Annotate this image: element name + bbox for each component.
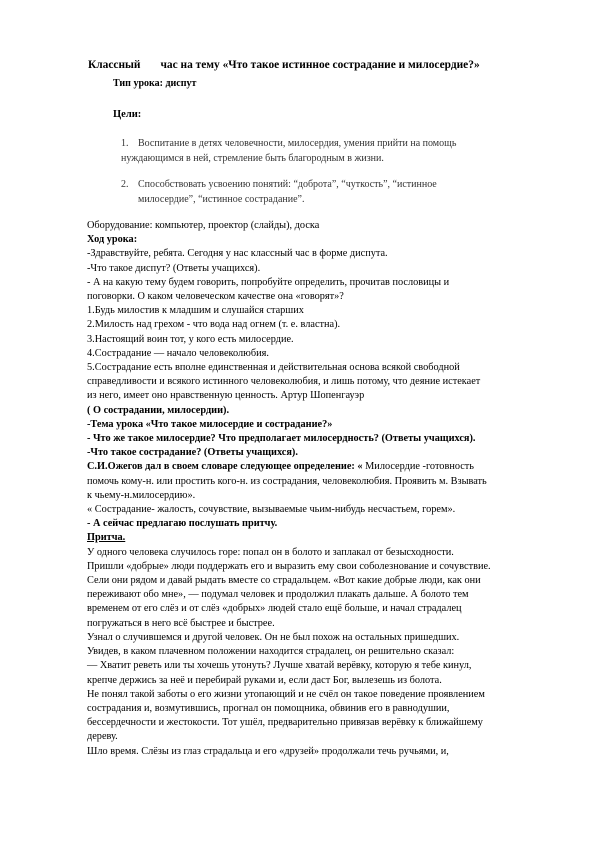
proverb-line: 4.Сострадание — начало человеколюбия. bbox=[87, 347, 269, 359]
lesson-topic-line: -Тема урока «Что такое милосердие и сострадание?» bbox=[87, 418, 333, 430]
definition-intro: С.И.Ожегов дал в своем словаре следующее определение: « bbox=[87, 461, 363, 473]
parable-line: Пришли «добрые» люди поддержать его и выразить ему свои соболезнование и сочувствие. bbox=[87, 560, 491, 572]
text-line: - Что же такое милосердие? Что предполагает милосердность? (Ответы учащихся). bbox=[87, 433, 476, 445]
goals-heading: Цели: bbox=[113, 109, 142, 120]
title-part-2: час на тему «Что такое истинное сострадание и милосердие?» bbox=[160, 59, 480, 71]
goal-item-1 bbox=[121, 136, 521, 166]
parable-line: Увидев, в каком плачевном положении находится страдалец, он решительно сказал: bbox=[87, 646, 455, 658]
definition-line: к чьему-н.милосердию». bbox=[87, 489, 196, 501]
proverb-line: из него, имеет оно нравственную ценность. Артур Шопенгауэр bbox=[87, 390, 365, 402]
text-line: -Что такое сострадание? (Ответы учащихся). bbox=[87, 447, 298, 459]
parable-line: временем от его слёз и от слёз «добрых» людей стало ещё больше, и начал страдалец bbox=[87, 603, 462, 615]
goal-text-line: милосердие”, “истинное сострадание”. bbox=[138, 194, 305, 205]
parable-line: Шло время. Слёзы из глаз страдальца и его «друзей» продолжали течь ручьями, и, bbox=[87, 745, 449, 757]
parable-line: Узнал о случившемся и другой человек. Он не был похож на остальных пришедших. bbox=[87, 631, 460, 643]
parable-line: Не понял такой заботы о его жизни утопающий и не счёл он такое поведение проявлением bbox=[87, 688, 485, 700]
definition-start: Милосердие -готовность bbox=[362, 461, 474, 473]
lesson-type: Тип урока: диспут bbox=[113, 78, 197, 89]
text-line: ( О сострадании, милосердии). bbox=[87, 404, 230, 416]
parable-line: Сели они рядом и давай рыдать вместе со страдальцем. «Вот какие добрые люди, как они bbox=[87, 575, 481, 587]
parable-line: дереву. bbox=[87, 731, 118, 743]
text-line: - А на какую тему будем говорить, попробуйте определить, прочитав пословицы и bbox=[87, 276, 450, 288]
parable-heading: Притча. bbox=[87, 532, 126, 544]
text-line: -Здравствуйте, ребята. Сегодня у нас классный час в форме диспута. bbox=[87, 248, 388, 260]
lesson-progress-heading: Ход урока: bbox=[87, 234, 138, 246]
text-line: - А сейчас предлагаю послушать притчу. bbox=[87, 518, 278, 530]
definition-line: « Сострадание- жалость, сочувствие, вызываемые чьим-нибудь несчастьем, горем». bbox=[87, 504, 456, 516]
parable-line: — Хватит реветь или ты хочешь утонуть? Лучше хватай верёвку, которую я тебе кинул, bbox=[87, 660, 472, 672]
proverb-line: 1.Будь милостив к младшим и слушайся старших bbox=[87, 305, 304, 317]
parable-line: погружаться в него всё быстрее и быстрее. bbox=[87, 617, 275, 629]
equipment-line: Оборудование: компьютер, проектор (слайды), доска bbox=[87, 220, 320, 231]
parable-line: переживают обо мне», — подумал человек и продолжил плакать дальше. А болото тем bbox=[87, 589, 469, 601]
goal-number: 2. bbox=[121, 179, 129, 190]
proverb-line: 3.Настоящий воин тот, у кого есть милосердие. bbox=[87, 333, 294, 345]
title-part-1: Классный bbox=[88, 59, 141, 71]
parable-line: крепче держись за неё и перебирай руками и, если даст Бог, вылезешь из болота. bbox=[87, 674, 442, 686]
parable-line: бессердечности и жестокости. Тот ушёл, предварительно привязав верёвку к ближайшему bbox=[87, 717, 483, 729]
page-title bbox=[88, 59, 588, 71]
proverb-line: 5.Сострадание есть вполне единственная и действительная основа всякой свободной bbox=[87, 362, 460, 374]
goal-item-2 bbox=[121, 177, 521, 207]
goal-text-line: нуждающимся в ней, стремление быть благородным в жизни. bbox=[121, 153, 384, 164]
text-line: поговорки. О каком человеческом качестве она «говорят»? bbox=[87, 291, 344, 303]
proverb-line: справедливости и всякого истинного человеколюбия, и лишь потому, что деяние истекает bbox=[87, 376, 481, 388]
definition-line bbox=[87, 460, 557, 474]
document-body bbox=[87, 219, 557, 759]
text-line: -Что такое диспут? (Ответы учащихся). bbox=[87, 262, 261, 274]
parable-line: У одного человека случилось горе: попал он в болото и заплакал от безысходности. bbox=[87, 546, 454, 558]
definition-line: помочь кому-н. или простить кого-н. из сострадания, человеколюбия. Проявить м. Взывать bbox=[87, 475, 487, 487]
goal-number: 1. bbox=[121, 138, 129, 149]
parable-line: сострадания и, возмутившись, прогнал он помощника, обвинив его в равнодушии, bbox=[87, 702, 450, 714]
goal-text-line: Воспитание в детях человечности, милосердия, умения прийти на помощь bbox=[138, 138, 457, 149]
proverb-line: 2.Милость над грехом - что вода над огнем (т. е. властна). bbox=[87, 319, 341, 331]
goal-text-line: Способствовать усвоению понятий: “доброта”, “чуткость”, “истинное bbox=[138, 179, 437, 190]
